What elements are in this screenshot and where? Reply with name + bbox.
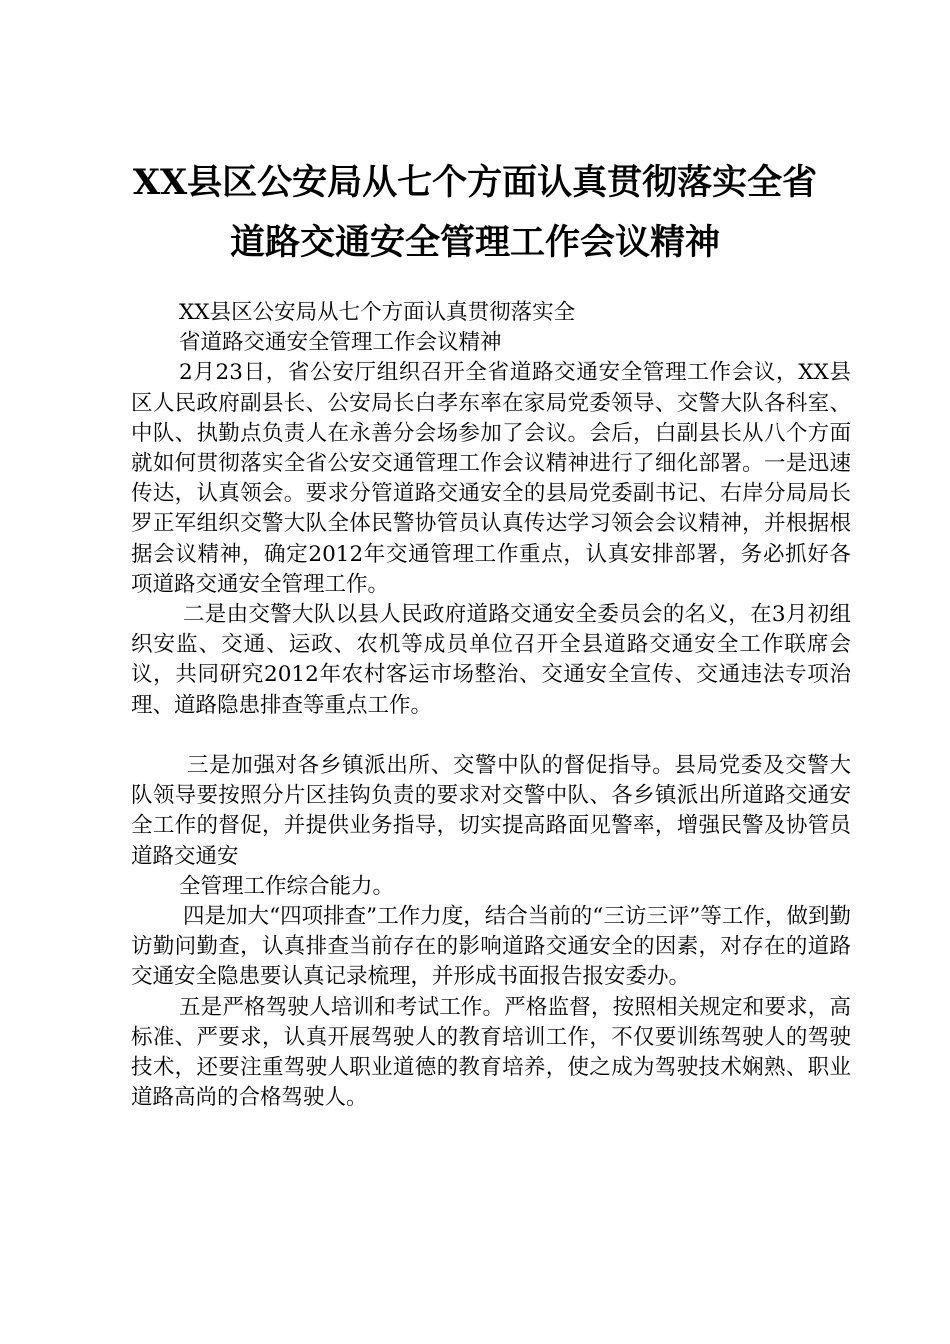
paragraph-gap (131, 721, 851, 751)
subtitle-line-1: XX县区公安局从七个方面认真贯彻落实全 (179, 300, 576, 325)
document-title-line-2: 道路交通安全管理工作会议精神 (229, 222, 720, 263)
paragraph-1: 2月23日，省公安厅组织召开全省道路交通安全管理工作会议，XX县区人民政府副县长、公安局长白孝东率在家局党委领导、交警大队各科室、中队、执勤点负责人在永善分会场参加了会议。会后，白副县长从八个方面就如何贯彻落实全省公安交通管理工作会议精神进行了细化部署。一是迅速传达，认真领会。要求分管道路交通安全的县局党委副书记、右岸分局局长罗正军组织交警大队全体民警协管员认真传达学习领会会议精神，并根据根据会议精神，确定2012年交通管理工作重点，认真安排部署，务必抓好各项道路交通安全管理工作。 (131, 360, 851, 597)
document-body (131, 298, 851, 1113)
paragraph-5: 五是严格驾驶人培训和考试工作。严格监督，按照相关规定和要求，高标准、严要求，认真开展驾驶人的教育培训工作，不仅要训练驾驶人的驾驶技术，还要注重驾驶人职业道德的教育培养，使之成为驾驶技术娴熟、职业道路高尚的合格驾驶人。 (131, 994, 851, 1111)
paragraph-4: 四是加大“四项排查”工作力度，结合当前的“三访三评”等工作，做到勤访勤问勤查，认真排查当前存在的影响道路交通安全的因素，对存在的道路交通安全隐患要认真记录梳理，并形成书面报告报安委办。 (131, 904, 851, 990)
paragraph-2: 二是由交警大队以县人民政府道路交通安全委员会的名义，在3月初组织安监、交通、运政、农机等成员单位召开全县道路交通安全工作联席会议，共同研究2012年农村客运市场整治、交通安全宣传、交通违法专项治理、道路隐患排查等重点工作。 (131, 602, 851, 718)
subtitle-line-2: 省道路交通安全管理工作会议精神 (179, 330, 502, 356)
paragraph-3-continued: 全管理工作综合能力。 (179, 873, 395, 899)
document-title-line-1: XX县区公安局从七个方面认真贯彻落实全省 (132, 162, 818, 203)
paragraph-3: 三是加强对各乡镇派出所、交警中队的督促指导。县局党委及交警大队领导要按照分片区挂钩负责的要求对交警中队、各乡镇派出所道路交通安全工作的督促，并提供业务指导，切实提高路面见警率，增强民警及协管员道路交通安 (131, 753, 851, 869)
